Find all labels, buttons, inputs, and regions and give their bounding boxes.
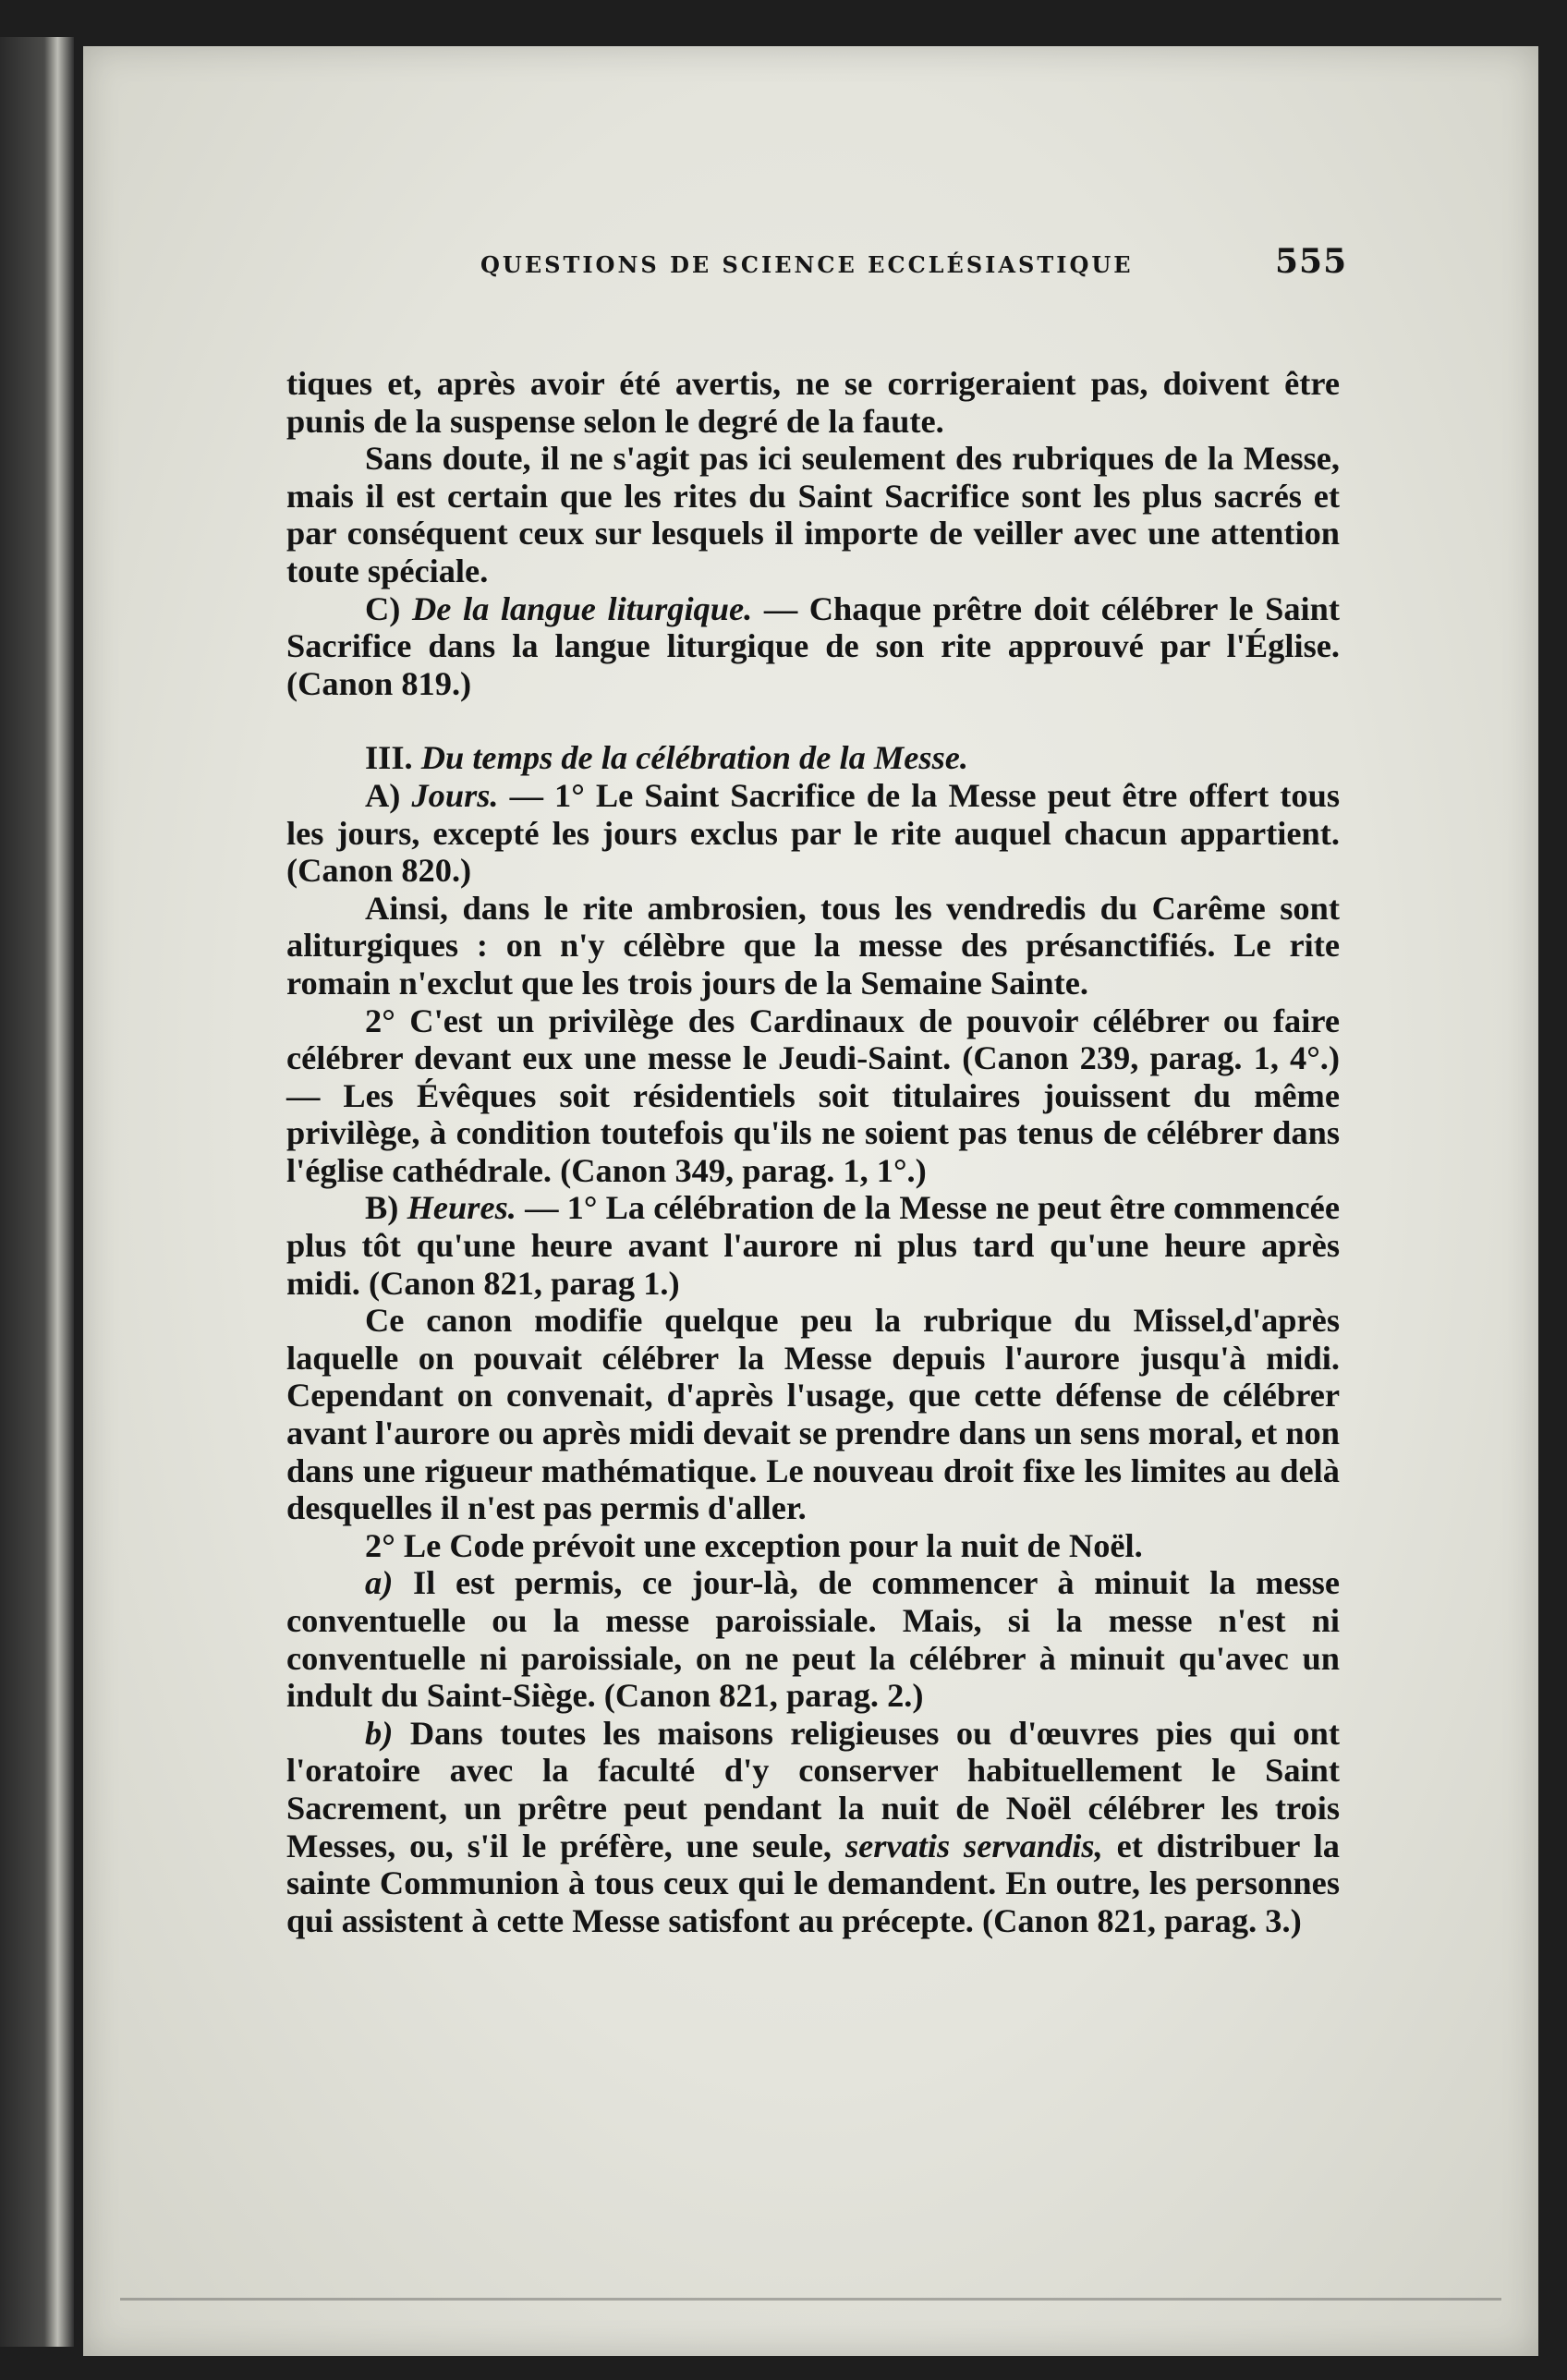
paragraph-italic-title: De la langue liturgique. — [411, 589, 753, 627]
paragraph — [286, 890, 1340, 1002]
paragraph-text: — 1° La célébration de la Messe ne peut être commencée plus tôt qu'une heure avant l'aurore ni plus tard qu'une heure après midi. (Canon 821, parag 1.) — [286, 1189, 1340, 1302]
paragraph-label: A) — [365, 776, 401, 814]
paragraph — [286, 1189, 1340, 1302]
section-title: Du temps de la célébration de la Messe. — [420, 739, 968, 777]
paragraph-text: Ce canon modifie quelque peu la rubrique du Missel,d'après laquelle on pouvait célébrer la Messe depuis l'aurore jusqu'à midi. Cependant on convenait, d'après l'usage, que cette défense de célébrer avant l'aurore ou après midi devait se prendre dans un sens moral, et non dans une rigueur mathématique. Le nouveau droit fixe les limites au delà desquelles il n'est pas permis d'aller. — [286, 1302, 1340, 1527]
previous-leaf-edge — [0, 37, 74, 2347]
paragraph-text: Ainsi, dans le rite ambrosien, tous les vendredis du Carême sont aliturgiques : on n'y célèbre que la messe des présanctifiés. Le rite romain n'exclut que les trois jours de la Semaine Sainte. — [286, 889, 1340, 1002]
paragraph — [286, 777, 1340, 890]
paragraph-text: tiques et, après avoir été avertis, ne se corrigeraient pas, doivent être punis de la suspense selon le degré de la faute. — [286, 365, 1340, 440]
page-number: 555 — [1275, 242, 1348, 281]
paragraph — [286, 365, 1340, 440]
paragraph-text: — 1° Le Saint Sacrifice de la Messe peut être offert tous les jours, excepté les jours exclus par le rite auquel chacun appartient. (Canon 820.) — [286, 776, 1340, 890]
paragraph — [286, 1564, 1340, 1714]
paragraph — [286, 1302, 1340, 1527]
paragraph-text-continued: et distribuer la sainte Communion à tous ceux qui le demandent. En outre, les personnes qui assistent à cette Messe satisfont au précepte. (Canon 821, parag. 3.) — [286, 1827, 1340, 1939]
paragraph-italic-title: Jours. — [411, 776, 499, 814]
paragraph — [286, 1715, 1340, 1940]
paragraph-text: 2° C'est un privilège des Cardinaux de pouvoir célébrer ou faire célébrer devant eux une messe le Jeudi-Saint. (Canon 239, parag. 1, 4°.) — Les Évêques soit résidentiels soit titulaires jouissent du même privilège, à condition toutefois qu'ils ne soient pas tenus de célébrer dans l'église cathédrale. (Canon 349, parag. 1, 1°.) — [286, 1002, 1340, 1189]
section-heading — [286, 739, 1340, 777]
paragraph-label: a) — [365, 1564, 394, 1602]
paragraph-label: C) — [365, 589, 401, 627]
paragraph-label: B) — [365, 1189, 399, 1227]
paragraph — [286, 590, 1340, 703]
paragraph — [286, 1002, 1340, 1190]
body-text — [286, 365, 1340, 1939]
latin-phrase: servatis servandis, — [844, 1827, 1103, 1864]
section-number: III. — [365, 739, 413, 777]
paragraph-text: — Chaque prêtre doit célébrer le Saint Sacrifice dans la langue liturgique de son rite approuvé par l'Église. (Canon 819.) — [286, 589, 1340, 702]
paragraph-italic-title: Heures. — [407, 1189, 516, 1227]
paragraph-label: b) — [365, 1714, 394, 1752]
paragraph — [286, 440, 1340, 589]
paragraph — [286, 1527, 1340, 1565]
paragraph-text: Il est permis, ce jour-là, de commencer à minuit la messe conventuelle ou la messe paroissiale. Mais, si la messe n'est ni conventuelle ni paroissiale, on ne peut la célébrer à minuit qu'avec un indult du Saint-Siège. (Canon 821, parag. 2.) — [286, 1564, 1340, 1715]
paragraph-text: Dans toutes les maisons religieuses ou d'œuvres pies qui ont l'oratoire avec la faculté d'y conserver habituellement le Saint Sacrement, un prêtre peut pendant la nuit de Noël célébrer les trois Messes, ou, s'il le préfère, une seule, — [286, 1714, 1340, 1864]
running-title: QUESTIONS DE SCIENCE ECCLÉSIASTIQUE — [480, 251, 1134, 278]
paragraph-text: Sans doute, il ne s'agit pas ici seulement des rubriques de la Messe, mais il est certain que les rites du Saint Sacrifice sont les plus sacrés et par conséquent ceux sur lesquels il importe de veiller avec une attention toute spéciale. — [286, 440, 1340, 589]
paragraph-text: 2° Le Code prévoit une exception pour la nuit de Noël. — [365, 1526, 1143, 1564]
